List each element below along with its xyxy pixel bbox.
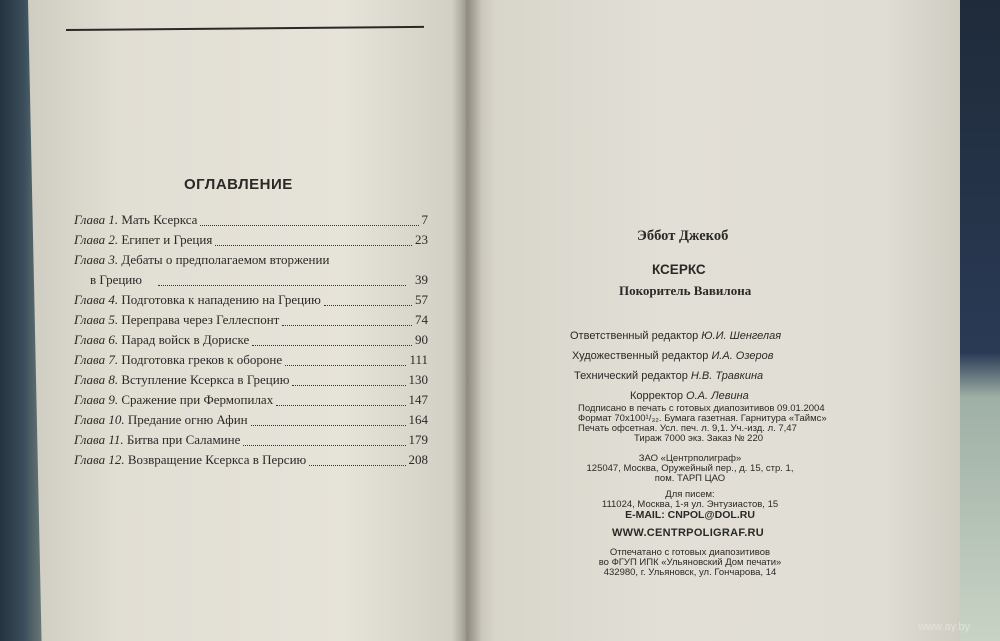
toc-entry [74, 332, 436, 350]
chapter-title: Сражение при Фермопилах [121, 392, 274, 407]
letters-info [560, 490, 820, 520]
credit-name: И.А. Озеров [711, 350, 774, 362]
book-spine-gutter [452, 0, 482, 641]
printer-line: 432980, г. Ульяновск, ул. Гончарова, 14 [603, 567, 777, 578]
publisher-info [560, 454, 820, 484]
credit-role: Ответственный редактор [570, 330, 699, 342]
chapter-number: Глава 12. [74, 452, 125, 467]
dot-leader [252, 345, 412, 346]
toc-entry-text [74, 252, 329, 268]
print-info-line: Формат 70x100¹/₃₂. Бумага газетная. Гарнитура «Таймс» [578, 413, 827, 424]
printer-info [560, 548, 820, 578]
letters-line: 111024, Москва, 1-я ул. Энтузиастов, 15 [601, 499, 779, 510]
printer-line: Отпечатано с готовых диапозитивов [609, 547, 771, 558]
publisher-line: пом. ТАРП ЦАО [654, 473, 726, 484]
author-name: Эббот Джекоб [637, 228, 729, 244]
page-number: 57 [415, 292, 428, 307]
chapter-number: Глава 9. [74, 392, 119, 407]
dot-leader [292, 385, 405, 386]
chapter-title: Возвращение Ксеркса в Персию [127, 452, 307, 467]
dot-leader [243, 445, 405, 446]
publisher-line: ЗАО «Центрполиграф» [638, 453, 742, 464]
publisher-line: 125047, Москва, Оружейный пер., д. 15, стр. 1, [586, 463, 794, 474]
dot-leader [324, 305, 412, 306]
print-info-line: Подписано в печать с готовых диапозитивов 09.01.2004 [578, 403, 825, 414]
printer-line: во ФГУП ИПК «Ульяновский Дом печати» [598, 557, 782, 568]
page-number: 23 [415, 232, 428, 247]
letters-heading: Для писем: [665, 489, 715, 500]
credit-line [570, 366, 781, 386]
chapter-number: Глава 11. [74, 432, 124, 447]
page-number: 39 [415, 272, 428, 287]
chapter-number: Глава 8. [74, 372, 119, 387]
toc-entry-text [74, 312, 279, 328]
toc-entry [74, 432, 436, 450]
dot-leader [309, 465, 405, 466]
credit-name: О.А. Левина [686, 390, 749, 402]
toc-entry-text [74, 372, 289, 388]
toc-entry [74, 452, 436, 470]
chapter-title: Подготовка греков к обороне [121, 352, 283, 367]
print-info-line: Тираж 7000 экз. Заказ № 220 [634, 433, 764, 444]
chapter-title: Египет и Греция [121, 232, 213, 247]
chapter-title: Мать Ксеркса [121, 212, 198, 227]
book-title: КСЕРКС [652, 262, 706, 277]
toc-title: ОГЛАВЛЕНИЕ [184, 176, 293, 193]
right-page [466, 0, 960, 641]
toc-entry-text [74, 292, 321, 308]
credit-name: Н.В. Травкина [690, 370, 764, 382]
credit-line [570, 326, 781, 346]
dot-leader [285, 365, 406, 366]
chapter-title: Предание огню Афин [127, 412, 248, 427]
toc-entry-text [74, 392, 273, 408]
credit-role: Художественный редактор [572, 350, 709, 362]
dot-leader [276, 405, 405, 406]
book-subtitle: Покоритель Вавилона [619, 283, 752, 298]
chapter-number: Глава 5. [74, 312, 119, 327]
print-info-line: Печать офсетная. Усл. печ. л. 9,1. Уч.-изд. л. 7,47 [578, 423, 797, 434]
credit-role: Корректор [630, 390, 683, 402]
toc-entry-text [74, 412, 248, 428]
toc-entry-text [74, 352, 282, 368]
credit-line [570, 346, 781, 366]
toc-entry [74, 352, 436, 370]
credit-name: Ю.И. Шенгелая [701, 330, 782, 342]
chapter-title: Парад войск в Дориске [121, 332, 250, 347]
page-number: 111 [409, 352, 428, 367]
chapter-number: Глава 7. [74, 352, 119, 367]
toc-entry [74, 292, 436, 310]
dot-leader [282, 325, 412, 326]
toc-entry-text [74, 212, 197, 228]
chapter-title-continuation: в Грецию [90, 272, 142, 287]
chapter-title: Подготовка к нападению на Грецию [121, 292, 321, 307]
page-number: 179 [408, 432, 428, 447]
toc-entry [74, 312, 436, 330]
dot-leader [215, 245, 412, 246]
dot-leader [200, 225, 418, 226]
toc-entry-text [74, 332, 249, 348]
page-number: 90 [415, 332, 428, 347]
toc-entry [74, 232, 436, 250]
page-number: 147 [408, 392, 428, 407]
page-number: 208 [408, 452, 428, 467]
print-info [578, 404, 827, 444]
toc-entry [74, 252, 436, 270]
chapter-title: Дебаты о предполагаемом вторжении [121, 252, 330, 267]
page-number: 130 [408, 372, 428, 387]
chapter-number: Глава 6. [74, 332, 119, 347]
chapter-number: Глава 1. [74, 212, 119, 227]
toc-entry [74, 412, 436, 430]
credit-role: Технический редактор [574, 370, 688, 382]
chapter-number: Глава 4. [74, 292, 119, 307]
toc-entry-text [74, 452, 306, 468]
chapter-title: Битва при Саламине [126, 432, 241, 447]
dot-leader [158, 285, 406, 286]
page-number: 74 [415, 312, 428, 327]
letters-email: E-MAIL: CNPOL@DOL.RU [625, 509, 755, 521]
chapter-title: Вступление Ксеркса в Грецию [121, 372, 290, 387]
chapter-number: Глава 10. [74, 412, 125, 427]
dot-leader [251, 425, 406, 426]
page-number: 164 [408, 412, 428, 427]
toc-entry-text [74, 432, 240, 448]
toc-entry [74, 372, 436, 390]
chapter-number: Глава 2. [74, 232, 119, 247]
page-number: 7 [421, 212, 428, 227]
toc-entry [74, 212, 436, 230]
watermark-text: www.ay.by [918, 621, 970, 633]
editorial-credits [570, 326, 781, 406]
toc-entry [74, 392, 436, 410]
chapter-title: Переправа через Геллеспонт [121, 312, 280, 327]
chapter-number: Глава 3. [74, 252, 119, 267]
publisher-website: WWW.CENTRPOLIGRAF.RU [612, 527, 765, 539]
toc-entry-text [74, 232, 212, 248]
toc-entry-continuation [74, 272, 436, 290]
